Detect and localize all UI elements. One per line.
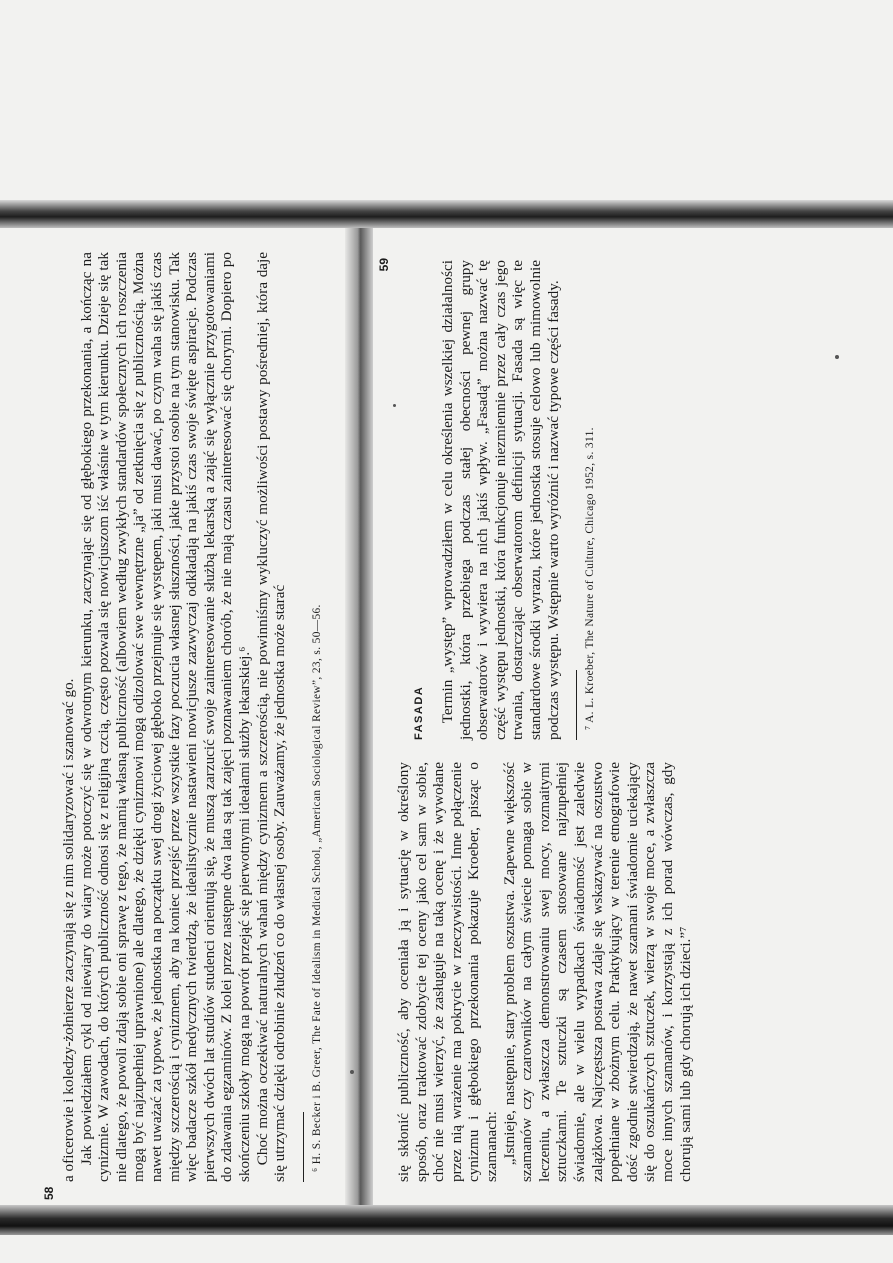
- book-gutter: [345, 228, 373, 1205]
- scan-edge-top: [0, 200, 893, 228]
- footnote-rule: [576, 670, 577, 740]
- scan-edge-bottom: [0, 1205, 893, 1235]
- paragraph: Choć można oczekiwać naturalnych wahań między cynizmem a szczerością, nie powinniśmy wykluczyć możliwości postawy pośredniej, która daje się utrzymać dzięki odrobinie złudzeń co do własnej osoby. Zauważamy, że jednostka może starać: [253, 252, 289, 1182]
- quote-paragraph: „Istnieje, następnie, stary problem oszustwa. Zapewne większość szamanów czy czarowników na całym świecie pomaga sobie w leczeniu, a zwłaszcza demonstrowaniu swej mocy, rozmaitymi sztuczkami. Te sztuczki są czasem stosowane najzupełniej świadomie, ale w wielu wypadkach świadomość jest zaledwie zalążkowa. Najczęstsza postawa zdaje się wskazywać na oszustwo popełniane w zbożnym celu. Praktykujący w terenie etnografowie dość zgodnie stwierdzają, że nawet szamani świadomie uciekający się do oszukańczych sztuczek, wierzą w swoje moce, a zwłaszcza moce innych szamanów, i korzystają z ich porad wówczas, gdy chorują sami lub gdy chorują ich dzieci.”⁷: [500, 762, 694, 1182]
- page-number: 58: [42, 1186, 56, 1200]
- page-59: [375, 238, 845, 1200]
- page-58: [40, 238, 340, 1200]
- paragraph: Jak powiedziałem cykl od niewiary do wiary może potoczyć się w odwrotnym kierunku, zaczynając się od głębokiego przekonania, a kończąc na cynizmie. W zawodach, do których publiczność odnosi się z religijną czcią, często pozwala się nowicjuszom iść właśnie w tym kierunku. Dzieje się tak nie dlatego, że powoli zdają sobie oni sprawę z tego, że mamią własną publiczność (albowiem według zwykłych standardów społecznych ich roszczenia mogą być najzupełniej uprawnione) ale dlatego, że dzięki cynizmowi mogą odizolować swe wewnętrzne „ja” od zetknięcia się z publicznością. Można nawet uważać za typowe, że jednostka na początku swej drogi życiowej głęboko przejmuje się występem, jaki musi dawać, po czym waha się jakiś czas między szczerością i cynizmem, aby na koniec przejść przez wszystkie fazy poczucia własnej słuszności, jakie przystoi osobie na tym stanowisku. Tak więc badacze szkół medycznych twierdzą, że idealistycznie nastawieni nowicjusze zazwyczaj odkładają na jakiś czas swoje święte aspiracje. Podczas pierwszych dwóch lat studiów studenci orientują się, że muszą zarzucić swoje zainteresowanie służbą lekarską a zająć się wyłącznie przygotowaniami do zdawania egzaminów. Z kolei przez następne dwa lata są tak zajęci poznawaniem chorób, że nie mają czasu zainteresować się chorymi. Dopiero po skończeniu szkoły mogą na powrót przejąć się pierwotnymi ideałami służby lekarskiej.⁶: [77, 252, 253, 1182]
- footnote-rule: [303, 1112, 304, 1182]
- paragraph: się skłonić publiczność, aby oceniała ją i sytuację w określony sposób, oraz traktować zdobycie tej oceny jako cel sam w sobie, choć nie musi wierzyć, że zasługuje na taką ocenę i że wywołane przez nią wrażenie ma pokrycie w rzeczywistości. Inne połączenie cynizmu i głębokiego przekonania pokazuje Kroeber, pisząc o szamanach:: [395, 762, 500, 1182]
- scan-speck: [393, 404, 396, 407]
- footnote: ⁷ A. L. Kroeber, The Nature of Culture, Chicago 1952, s. 311.: [584, 427, 597, 730]
- section-heading: FASADA: [413, 685, 425, 740]
- page-number: 59: [377, 258, 391, 272]
- paragraph: a oficerowie i koledzy-żołnierze zaczynają się z nim solidaryzować i szanować go.: [60, 678, 77, 1182]
- footnote: ⁶ H. S. Becker i B. Greer, The Fate of Idealism in Medical School, „American Sociological Review”, 23, s. 50—56.: [310, 604, 323, 1172]
- page-59-text-lower: [395, 260, 597, 740]
- page-59-text-upper: [395, 762, 694, 1182]
- page-58-text: [60, 252, 324, 1182]
- scan-speck: [350, 1070, 354, 1074]
- scan-speck: [835, 355, 839, 359]
- paragraph: Termin „występ” wprowadziłem w celu określenia wszelkiej działalności jednostki, która przebiega podczas stałej obecności pewnej grupy obserwatorów i wywiera na nich jakiś wpływ. „Fasadą” można nazwać tę część występu jednostki, która funkcjonuje niezmiennie przez cały czas jego trwania, dostarczając obserwatorom definicji sytuacji. Fasada są więc te standardowe środki wyrazu, które jednostka stosuje celowo lub mimowolnie podczas występu. Wstępnie warto wyróżnić i nazwać typowe części fasady.: [439, 260, 562, 740]
